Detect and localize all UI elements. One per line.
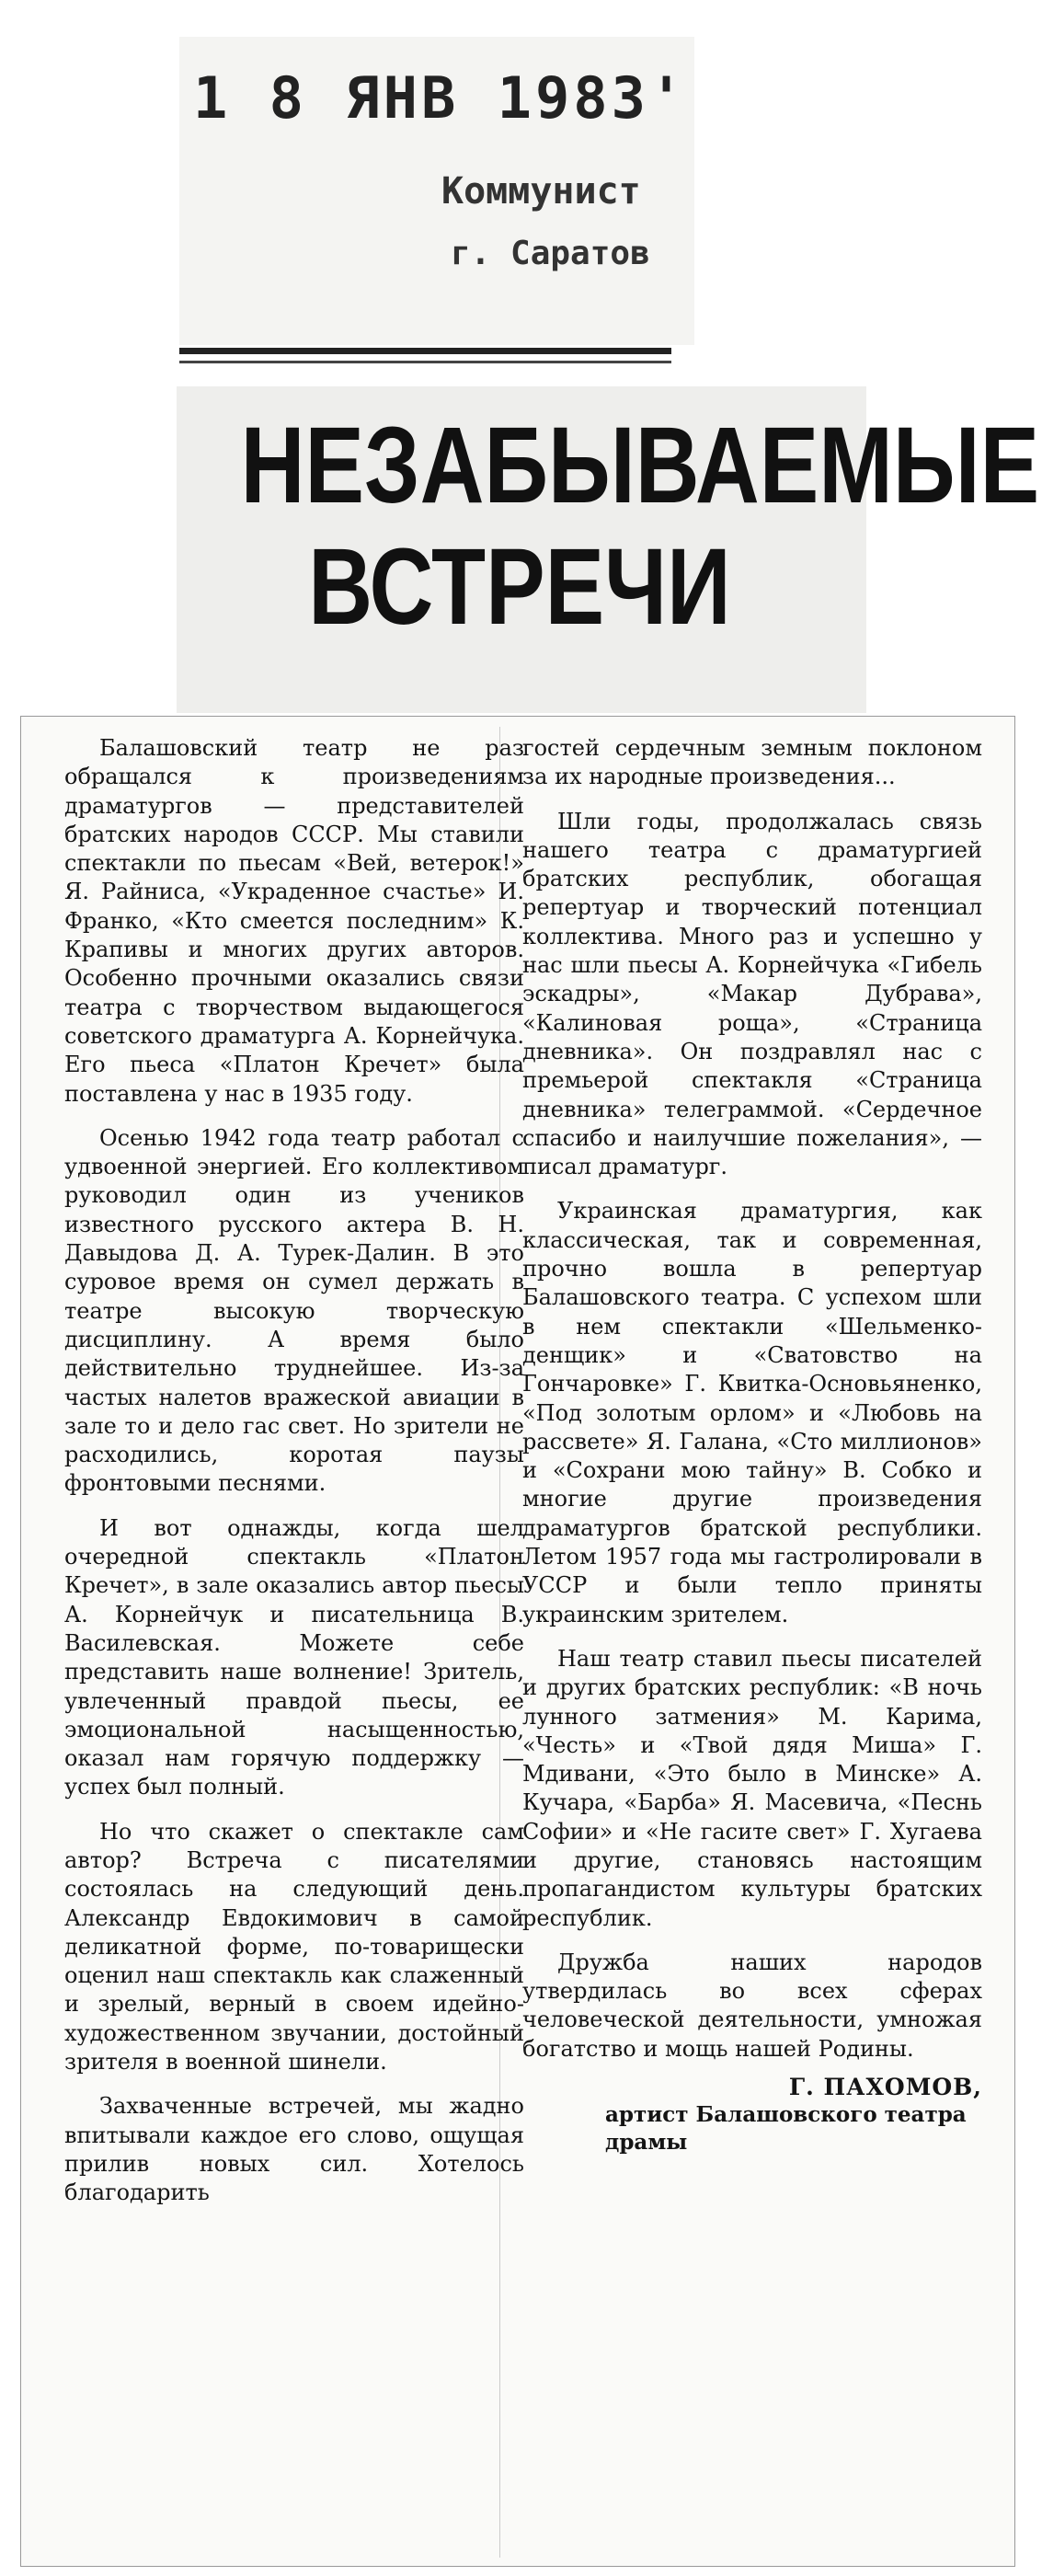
article-paragraph: Дружба наших народов утвердилась во всех сферах человеческой деятельности, умножая богатство и мощь нашей Родины. [522,1949,982,2062]
article-paragraph: Осенью 1942 года театр работал с удвоенной энергией. Его коллективом руководил один из учеников известного русского актера В. Н. Давыдова Д. А. Турек-Далин. В это суровое время он сумел держать в театре высокую творческую дисциплину. А время было действительно труднейшее. Из-за частых налетов вражеской авиации в зале то и дело гас свет. Но зрители не расходились, коротая паузы фронтовыми песнями. [64,1124,524,1497]
newspaper-name-stamp: Коммунист [441,170,641,213]
article-paragraph: Наш театр ставил пьесы писателей и других братских республик: «В ночь лунного затмения» М. Карима, «Честь» и «Твой дядя Миша» Г. Мдивани, «Это было в Минске» А. Кучара, «Барба» Я. Масевича, «Песнь Софии» и «Не гасите свет» Г. Хугаева и другие, становясь настоящим пропагандистом культуры братских республик. [522,1645,982,1931]
header-rule-thick [179,348,671,354]
headline-line-2: ВСТРЕЧИ [308,526,731,648]
clipping-date-stamp: 1 8 ЯНВ 1983' [193,64,688,132]
header-rule-thin [179,361,671,363]
article-paragraph: Балашовский театр не раз обращался к произведениям драматургов — представителей братских народов СССР. Мы ставили спектакли по пьесам «Вей, ветерок!» Я. Райниса, «Украденное счастье» И. Франко, «Кто смеется последним» К. Крапивы и многих других авторов. Особенно прочными оказались связи театра с творчеством выдающегося советского драматурга А. Корнейчука. Его пьеса «Платон Кречет» была поставлена у нас в 1935 году. [64,735,524,1107]
article-paragraph: Украинская драматургия, как классическая, так и современная, прочно вошла в репертуар Балашовского театра. С успехом шли в нем спектакли «Шельменко-денщик» и «Сватовство на Гончаровке» Г. Квитка-Основьяненко, «Под золотым орлом» и «Любовь на рассвете» Я. Галана, «Сто миллионов» и «Сохрани мою тайну» В. Собко и многие другие произведения драматургов братской республики. Летом 1957 года мы гастролировали в УССР и были тепло приняты украинским зрителем. [522,1198,982,1627]
article-headline [240,405,1040,648]
author-name: Г. ПАХОМОВ, [788,2074,982,2101]
headline-line-1: НЕЗАБЫВАЕМЫЕ [240,405,1040,526]
newspaper-city-stamp: г. Саратов [451,235,650,272]
article-column-right [522,734,982,2156]
article-paragraph: гостей сердечным земным поклоном за их народные произведения... [522,735,982,790]
article-paragraph: Но что скажет о спектакле сам автор? Встреча с писателями состоялась на следующий день. Александр Евдокимович в самой деликатной форме, по-товарищески оценил наш спектакль как слаженный и зрелый, верный в своем идейно-художественном звучании, достойный зрителя в военной шинели. [64,1818,524,2076]
article-paragraph: И вот однажды, когда шел очередной спектакль «Платон Кречет», в зале оказались автор пьесы А. Корнейчук и писательница В. Василевская. Можете себе представить наше волнение! Зритель, увлеченный правдой пьесы, ее эмоциональной насыщенностью, оказал нам горячую поддержку — успех был полный. [64,1514,524,1800]
article-column-left [64,734,524,2224]
article-paragraph: Захваченные встречей, мы жадно впитывали каждое его слово, ощущая прилив новых сил. Хотелось благодарить [64,2093,524,2206]
author-role: артист Балашовского театра драмы [605,2102,967,2156]
article-paragraph: Шли годы, продолжалась связь нашего театра с драматургией братских республик, обогащая репертуар и творческий потенциал коллектива. Много раз и успешно у нас шли пьесы А. Корнейчука «Гибель эскадры», «Макар Дубрава», «Калиновая роща», «Страница дневника». Он поздравлял нас с премьерой спектакля «Страница дневника» телеграммой. «Сердечное спасибо и наилучшие пожелания», — писал драматург. [522,808,982,1180]
